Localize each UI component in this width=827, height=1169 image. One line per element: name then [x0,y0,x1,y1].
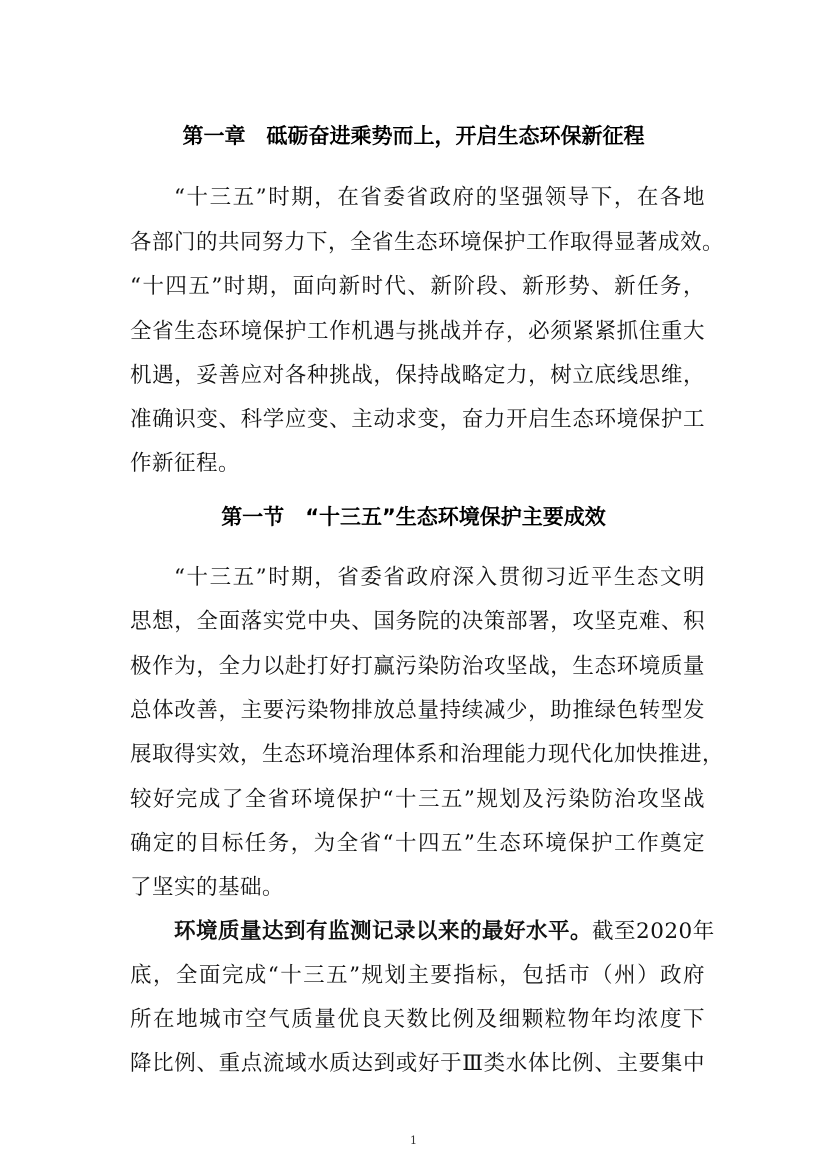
chapter-title: 砥砺奋进乘势而上，开启生态环保新征程 [266,124,645,148]
paragraph-line [174,917,715,947]
paragraph-line: 了坚实的基础。 [130,875,285,900]
section-title: “十三五”生态环境保护主要成效 [305,505,606,529]
paragraph-line: 极作为，全力以赴打好打赢污染防治攻坚战，生态环境质量 [130,654,705,679]
paragraph-line: 所在地城市空气质量优良天数比例及细颗粒物年均浓度下 [130,1007,705,1032]
paragraph-line: 机遇，妥善应对各种挑战，保持战略定力，树立底线思维， [130,363,705,388]
paragraph-line: 降比例、重点流域水质达到或好于Ⅲ类水体比例、主要集中 [130,1051,705,1076]
paragraph-line: “十三五”时期，省委省政府深入贯彻习近平生态文明 [174,565,705,590]
paragraph-line: 各部门的共同努力下，全省生态环境保护工作取得显著成效。 [130,230,725,255]
paragraph-line: 较好完成了全省环境保护“十三五”规划及污染防治攻坚战 [130,787,705,812]
paragraph-line: 作新征程。 [130,451,241,476]
bold-lead: 环境质量达到有监测记录以来的最好水平。 [174,919,593,944]
paragraph-line: 全省生态环境保护工作机遇与挑战并存，必须紧紧抓住重大 [130,319,705,344]
lead-rest: 截至2020年 [592,919,715,944]
paragraph-line: “十三五”时期，在省委省政府的坚强领导下，在各地 [174,185,705,210]
section-heading [0,502,827,532]
paragraph-line: “十四五”时期，面向新时代、新阶段、新形势、新任务， [130,274,705,299]
paragraph-line: 思想，全面落实党中央、国务院的决策部署，攻坚克难、积 [130,609,705,634]
paragraph-line: 确定的目标任务，为全省“十四五”生态环境保护工作奠定 [130,831,705,856]
page-number: 1 [410,1134,417,1147]
chapter-label: 第一章 [182,124,246,148]
paragraph-line: 展取得实效，生态环境治理体系和治理能力现代化加快推进， [130,742,725,767]
paragraph-line: 准确识变、科学应变、主动求变，奋力开启生态环境保护工 [130,407,705,432]
chapter-heading [0,121,827,151]
paragraph-line: 底，全面完成“十三五”规划主要指标，包括市（州）政府 [130,963,705,988]
section-label: 第一节 [221,505,285,529]
paragraph-line: 总体改善，主要污染物排放总量持续减少，助推绿色转型发 [130,698,705,723]
